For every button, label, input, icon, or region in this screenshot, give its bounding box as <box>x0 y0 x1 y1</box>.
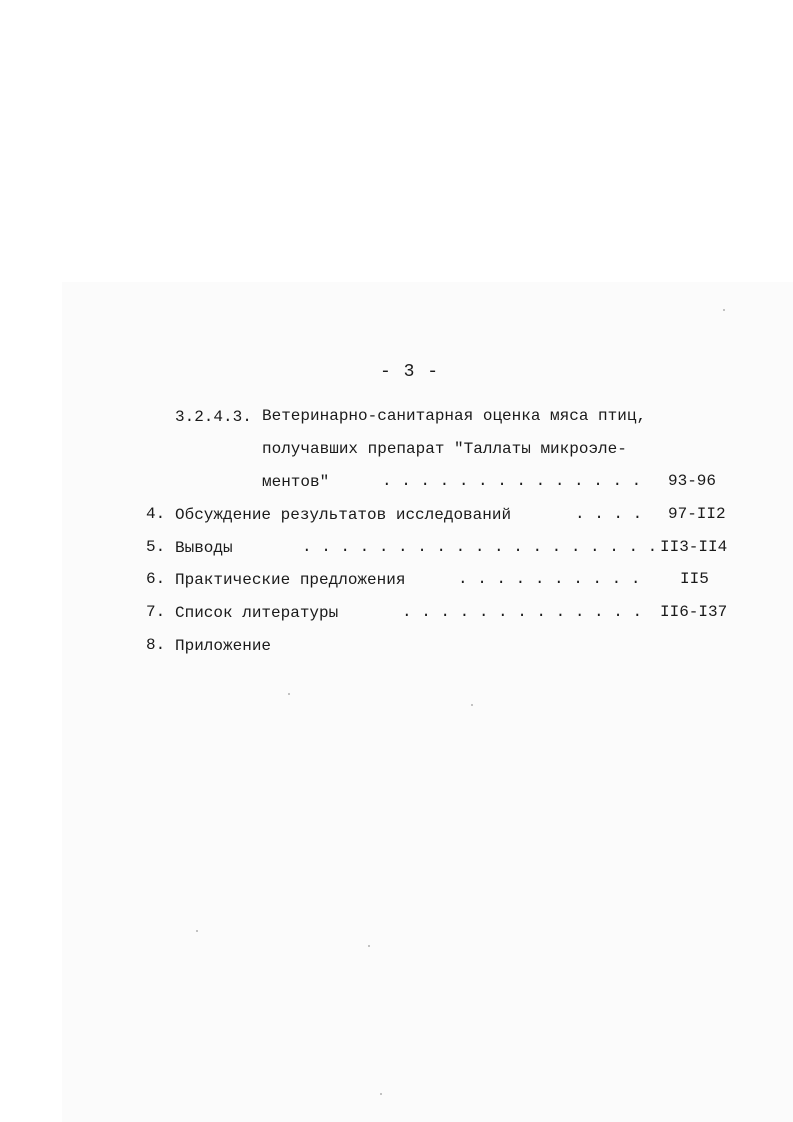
toc-entry-number: 8. <box>146 636 166 654</box>
toc-leader-dots: . . . . . . . . . . . . . . <box>382 472 642 490</box>
page-number: - 3 - <box>380 362 440 382</box>
scan-speck <box>471 704 473 706</box>
toc-entry-title: Практические предложения <box>175 571 406 589</box>
toc-entry-title-line-1: Ветеринарно-санитарная оценка мяса птиц, <box>262 407 647 425</box>
toc-leader-dots: . . . . . . . . . . . . . . . . . . . <box>302 538 658 556</box>
toc-entry-title: Приложение <box>175 637 272 655</box>
toc-leader-dots: . . . . . . . . . . <box>458 570 641 588</box>
scan-speck <box>368 945 370 947</box>
toc-entry-number: 6. <box>146 570 166 588</box>
scan-speck <box>723 309 725 311</box>
toc-leader-dots: . . . . . . . . . . . . . <box>402 603 643 621</box>
toc-page-range: II3-II4 <box>660 538 728 556</box>
toc-entry-title-line-3: ментов" <box>262 473 330 491</box>
toc-entry-title: Обсуждение результатов исследований <box>175 506 512 524</box>
toc-page-range: II6-I37 <box>660 603 728 621</box>
toc-leader-dots: . . . . <box>575 505 643 523</box>
toc-page-range: II5 <box>680 570 709 588</box>
scan-speck <box>380 1093 382 1095</box>
toc-entry-number: 3.2.4.3. <box>175 408 252 426</box>
toc-entry-number: 7. <box>146 603 166 621</box>
toc-page-range: 97-II2 <box>668 505 726 523</box>
scan-speck <box>196 930 198 932</box>
toc-entry-title: Выводы <box>175 539 233 557</box>
toc-entry-title: Список литературы <box>175 604 339 622</box>
toc-entry-number: 4. <box>146 505 166 523</box>
toc-entry-title-line-2: получавших препарат "Таллаты микроэле- <box>262 440 627 458</box>
scan-speck <box>288 693 290 695</box>
toc-entry-number: 5. <box>146 538 166 556</box>
toc-page-range: 93-96 <box>668 472 717 490</box>
